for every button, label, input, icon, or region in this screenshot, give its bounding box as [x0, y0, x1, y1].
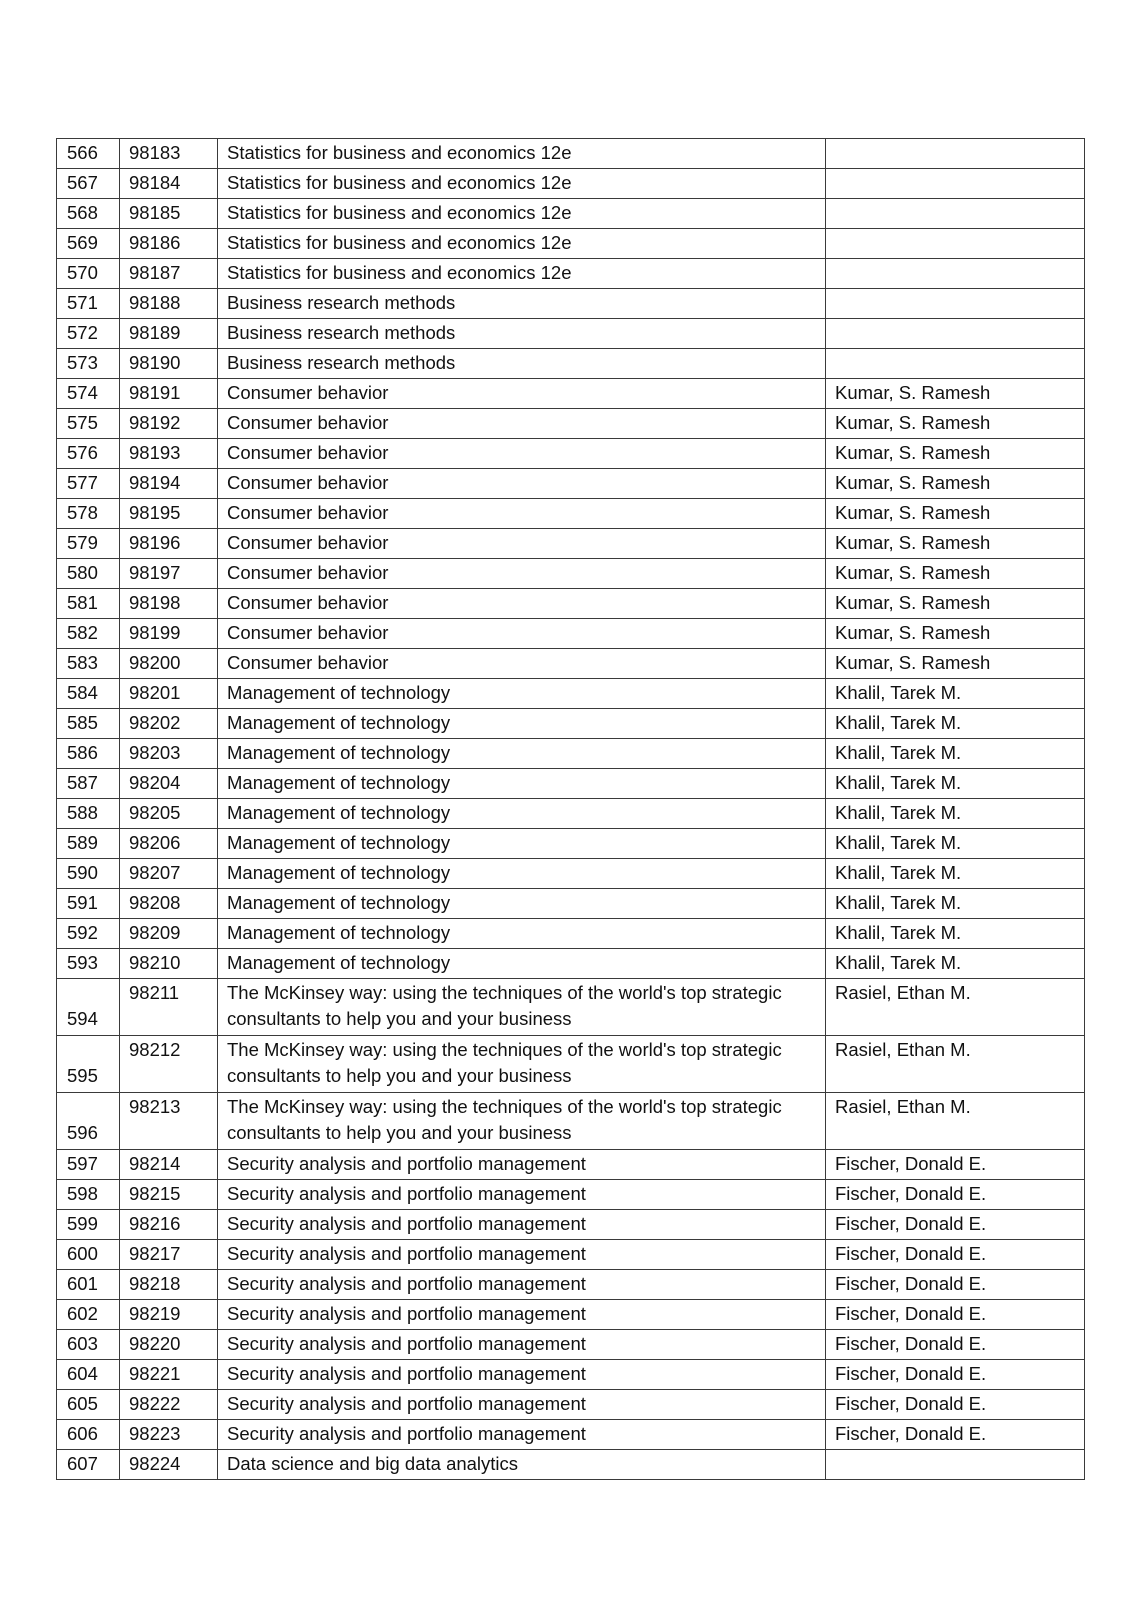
author-cell: Kumar, S. Ramesh	[826, 409, 1085, 439]
table-row	[57, 379, 1085, 409]
serial-number-cell: 579	[57, 529, 120, 559]
author-cell: Khalil, Tarek M.	[826, 889, 1085, 919]
author-cell: Kumar, S. Ramesh	[826, 439, 1085, 469]
book-title-cell: Consumer behavior	[218, 469, 826, 499]
serial-number-cell: 572	[57, 319, 120, 349]
book-title-cell: Security analysis and portfolio management	[218, 1330, 826, 1360]
serial-number-cell: 580	[57, 559, 120, 589]
serial-number-cell: 570	[57, 259, 120, 289]
author-cell	[826, 199, 1085, 229]
book-title-cell: Security analysis and portfolio management	[218, 1240, 826, 1270]
table-row	[57, 679, 1085, 709]
serial-number-cell: 599	[57, 1210, 120, 1240]
table-row	[57, 1420, 1085, 1450]
table-row	[57, 709, 1085, 739]
book-title-cell: Data science and big data analytics	[218, 1450, 826, 1480]
author-cell: Kumar, S. Ramesh	[826, 589, 1085, 619]
book-title-cell: Consumer behavior	[218, 409, 826, 439]
table-row	[57, 1390, 1085, 1420]
author-cell: Kumar, S. Ramesh	[826, 499, 1085, 529]
author-cell: Fischer, Donald E.	[826, 1300, 1085, 1330]
table-row	[57, 829, 1085, 859]
table-row	[57, 1240, 1085, 1270]
table-row	[57, 409, 1085, 439]
book-title-cell: Consumer behavior	[218, 559, 826, 589]
serial-number-cell: 595	[57, 1036, 120, 1093]
accession-number-cell: 98199	[120, 619, 218, 649]
accession-number-cell: 98204	[120, 769, 218, 799]
accession-number-cell: 98196	[120, 529, 218, 559]
table-row	[57, 799, 1085, 829]
author-cell: Fischer, Donald E.	[826, 1360, 1085, 1390]
book-title-cell: Management of technology	[218, 679, 826, 709]
accession-number-cell: 98215	[120, 1180, 218, 1210]
table-row	[57, 529, 1085, 559]
book-title-cell: Statistics for business and economics 12e	[218, 259, 826, 289]
book-catalog-table	[56, 138, 1085, 1480]
serial-number-cell: 586	[57, 739, 120, 769]
serial-number-cell: 588	[57, 799, 120, 829]
book-title-cell: The McKinsey way: using the techniques of the world's top strategic consultants to help you and your business	[218, 979, 826, 1036]
author-cell: Fischer, Donald E.	[826, 1330, 1085, 1360]
book-title-cell: Business research methods	[218, 289, 826, 319]
table-row	[57, 619, 1085, 649]
serial-number-cell: 584	[57, 679, 120, 709]
serial-number-cell: 574	[57, 379, 120, 409]
author-cell: Fischer, Donald E.	[826, 1210, 1085, 1240]
serial-number-cell: 601	[57, 1270, 120, 1300]
book-title-cell: Management of technology	[218, 919, 826, 949]
table-row	[57, 259, 1085, 289]
serial-number-cell: 573	[57, 349, 120, 379]
author-cell: Kumar, S. Ramesh	[826, 619, 1085, 649]
author-cell: Khalil, Tarek M.	[826, 949, 1085, 979]
author-cell: Kumar, S. Ramesh	[826, 649, 1085, 679]
serial-number-cell: 590	[57, 859, 120, 889]
author-cell	[826, 319, 1085, 349]
accession-number-cell: 98192	[120, 409, 218, 439]
book-title-cell: Security analysis and portfolio management	[218, 1300, 826, 1330]
book-title-cell: Consumer behavior	[218, 379, 826, 409]
serial-number-cell: 567	[57, 169, 120, 199]
table-row	[57, 439, 1085, 469]
author-cell: Kumar, S. Ramesh	[826, 469, 1085, 499]
accession-number-cell: 98206	[120, 829, 218, 859]
accession-number-cell: 98208	[120, 889, 218, 919]
author-cell: Kumar, S. Ramesh	[826, 559, 1085, 589]
serial-number-cell: 568	[57, 199, 120, 229]
serial-number-cell: 576	[57, 439, 120, 469]
author-cell: Khalil, Tarek M.	[826, 919, 1085, 949]
book-title-cell: Statistics for business and economics 12e	[218, 229, 826, 259]
table-row	[57, 919, 1085, 949]
accession-number-cell: 98189	[120, 319, 218, 349]
accession-number-cell: 98210	[120, 949, 218, 979]
book-title-cell: Security analysis and portfolio management	[218, 1180, 826, 1210]
book-title-cell: Management of technology	[218, 709, 826, 739]
accession-number-cell: 98211	[120, 979, 218, 1036]
book-title-cell: Management of technology	[218, 859, 826, 889]
accession-number-cell: 98191	[120, 379, 218, 409]
accession-number-cell: 98213	[120, 1093, 218, 1150]
table-row	[57, 979, 1085, 1036]
table-row	[57, 1330, 1085, 1360]
serial-number-cell: 605	[57, 1390, 120, 1420]
author-cell: Khalil, Tarek M.	[826, 709, 1085, 739]
serial-number-cell: 598	[57, 1180, 120, 1210]
book-title-cell: Consumer behavior	[218, 649, 826, 679]
accession-number-cell: 98203	[120, 739, 218, 769]
accession-number-cell: 98223	[120, 1420, 218, 1450]
author-cell	[826, 289, 1085, 319]
table-row	[57, 229, 1085, 259]
book-title-cell: Management of technology	[218, 769, 826, 799]
serial-number-cell: 593	[57, 949, 120, 979]
serial-number-cell: 577	[57, 469, 120, 499]
author-cell: Khalil, Tarek M.	[826, 859, 1085, 889]
author-cell: Fischer, Donald E.	[826, 1240, 1085, 1270]
serial-number-cell: 604	[57, 1360, 120, 1390]
accession-number-cell: 98212	[120, 1036, 218, 1093]
book-title-cell: Security analysis and portfolio management	[218, 1420, 826, 1450]
table-row	[57, 1036, 1085, 1093]
table-row	[57, 949, 1085, 979]
book-title-cell: Management of technology	[218, 889, 826, 919]
table-row	[57, 859, 1085, 889]
accession-number-cell: 98193	[120, 439, 218, 469]
table-row	[57, 139, 1085, 169]
author-cell: Khalil, Tarek M.	[826, 739, 1085, 769]
author-cell: Fischer, Donald E.	[826, 1420, 1085, 1450]
book-title-cell: Business research methods	[218, 349, 826, 379]
book-title-cell: Business research methods	[218, 319, 826, 349]
accession-number-cell: 98185	[120, 199, 218, 229]
book-title-cell: Management of technology	[218, 829, 826, 859]
accession-number-cell: 98218	[120, 1270, 218, 1300]
author-cell: Fischer, Donald E.	[826, 1270, 1085, 1300]
author-cell: Fischer, Donald E.	[826, 1390, 1085, 1420]
serial-number-cell: 591	[57, 889, 120, 919]
book-title-cell: Statistics for business and economics 12e	[218, 139, 826, 169]
table-row	[57, 1210, 1085, 1240]
serial-number-cell: 589	[57, 829, 120, 859]
accession-number-cell: 98209	[120, 919, 218, 949]
book-title-cell: Management of technology	[218, 949, 826, 979]
serial-number-cell: 596	[57, 1093, 120, 1150]
serial-number-cell: 581	[57, 589, 120, 619]
book-title-cell: Management of technology	[218, 799, 826, 829]
book-title-cell: The McKinsey way: using the techniques of the world's top strategic consultants to help you and your business	[218, 1036, 826, 1093]
accession-number-cell: 98190	[120, 349, 218, 379]
serial-number-cell: 585	[57, 709, 120, 739]
accession-number-cell: 98207	[120, 859, 218, 889]
accession-number-cell: 98202	[120, 709, 218, 739]
accession-number-cell: 98220	[120, 1330, 218, 1360]
serial-number-cell: 606	[57, 1420, 120, 1450]
book-title-cell: Statistics for business and economics 12e	[218, 169, 826, 199]
accession-number-cell: 98186	[120, 229, 218, 259]
accession-number-cell: 98221	[120, 1360, 218, 1390]
book-title-cell: Consumer behavior	[218, 439, 826, 469]
book-title-cell: Security analysis and portfolio management	[218, 1360, 826, 1390]
author-cell: Khalil, Tarek M.	[826, 829, 1085, 859]
table-row	[57, 1180, 1085, 1210]
author-cell: Rasiel, Ethan M.	[826, 979, 1085, 1036]
accession-number-cell: 98184	[120, 169, 218, 199]
accession-number-cell: 98201	[120, 679, 218, 709]
table-row	[57, 649, 1085, 679]
book-title-cell: Consumer behavior	[218, 499, 826, 529]
table-row	[57, 169, 1085, 199]
author-cell	[826, 169, 1085, 199]
table-row	[57, 349, 1085, 379]
accession-number-cell: 98216	[120, 1210, 218, 1240]
book-title-cell: Security analysis and portfolio management	[218, 1210, 826, 1240]
accession-number-cell: 98200	[120, 649, 218, 679]
table-row	[57, 559, 1085, 589]
accession-number-cell: 98183	[120, 139, 218, 169]
serial-number-cell: 602	[57, 1300, 120, 1330]
table-row	[57, 289, 1085, 319]
serial-number-cell: 569	[57, 229, 120, 259]
accession-number-cell: 98187	[120, 259, 218, 289]
author-cell: Fischer, Donald E.	[826, 1150, 1085, 1180]
book-title-cell: Security analysis and portfolio management	[218, 1270, 826, 1300]
accession-number-cell: 98219	[120, 1300, 218, 1330]
book-title-cell: Management of technology	[218, 739, 826, 769]
serial-number-cell: 571	[57, 289, 120, 319]
accession-number-cell: 98217	[120, 1240, 218, 1270]
table-row	[57, 1150, 1085, 1180]
book-title-cell: Consumer behavior	[218, 619, 826, 649]
accession-number-cell: 98194	[120, 469, 218, 499]
serial-number-cell: 600	[57, 1240, 120, 1270]
serial-number-cell: 578	[57, 499, 120, 529]
serial-number-cell: 583	[57, 649, 120, 679]
author-cell: Rasiel, Ethan M.	[826, 1093, 1085, 1150]
serial-number-cell: 575	[57, 409, 120, 439]
author-cell: Kumar, S. Ramesh	[826, 529, 1085, 559]
table-row	[57, 1093, 1085, 1150]
table-row	[57, 319, 1085, 349]
serial-number-cell: 597	[57, 1150, 120, 1180]
serial-number-cell: 594	[57, 979, 120, 1036]
accession-number-cell: 98222	[120, 1390, 218, 1420]
serial-number-cell: 566	[57, 139, 120, 169]
accession-number-cell: 98195	[120, 499, 218, 529]
document-page	[56, 138, 1084, 1480]
table-row	[57, 889, 1085, 919]
table-row	[57, 739, 1085, 769]
accession-number-cell: 98205	[120, 799, 218, 829]
table-row	[57, 499, 1085, 529]
accession-number-cell: 98214	[120, 1150, 218, 1180]
author-cell: Kumar, S. Ramesh	[826, 379, 1085, 409]
author-cell: Khalil, Tarek M.	[826, 799, 1085, 829]
book-title-cell: The McKinsey way: using the techniques of the world's top strategic consultants to help you and your business	[218, 1093, 826, 1150]
author-cell: Rasiel, Ethan M.	[826, 1036, 1085, 1093]
book-title-cell: Security analysis and portfolio management	[218, 1150, 826, 1180]
accession-number-cell: 98188	[120, 289, 218, 319]
author-cell	[826, 139, 1085, 169]
book-title-cell: Security analysis and portfolio management	[218, 1390, 826, 1420]
accession-number-cell: 98197	[120, 559, 218, 589]
author-cell	[826, 349, 1085, 379]
table-body	[57, 139, 1085, 1480]
table-row	[57, 199, 1085, 229]
serial-number-cell: 587	[57, 769, 120, 799]
serial-number-cell: 592	[57, 919, 120, 949]
author-cell: Khalil, Tarek M.	[826, 679, 1085, 709]
table-row	[57, 1360, 1085, 1390]
book-title-cell: Consumer behavior	[218, 529, 826, 559]
author-cell: Fischer, Donald E.	[826, 1180, 1085, 1210]
author-cell	[826, 259, 1085, 289]
book-title-cell: Consumer behavior	[218, 589, 826, 619]
table-row	[57, 469, 1085, 499]
author-cell	[826, 229, 1085, 259]
accession-number-cell: 98224	[120, 1450, 218, 1480]
table-row	[57, 589, 1085, 619]
serial-number-cell: 603	[57, 1330, 120, 1360]
table-row	[57, 1270, 1085, 1300]
accession-number-cell: 98198	[120, 589, 218, 619]
serial-number-cell: 607	[57, 1450, 120, 1480]
table-row	[57, 769, 1085, 799]
table-row	[57, 1300, 1085, 1330]
author-cell: Khalil, Tarek M.	[826, 769, 1085, 799]
author-cell	[826, 1450, 1085, 1480]
table-row	[57, 1450, 1085, 1480]
book-title-cell: Statistics for business and economics 12e	[218, 199, 826, 229]
serial-number-cell: 582	[57, 619, 120, 649]
